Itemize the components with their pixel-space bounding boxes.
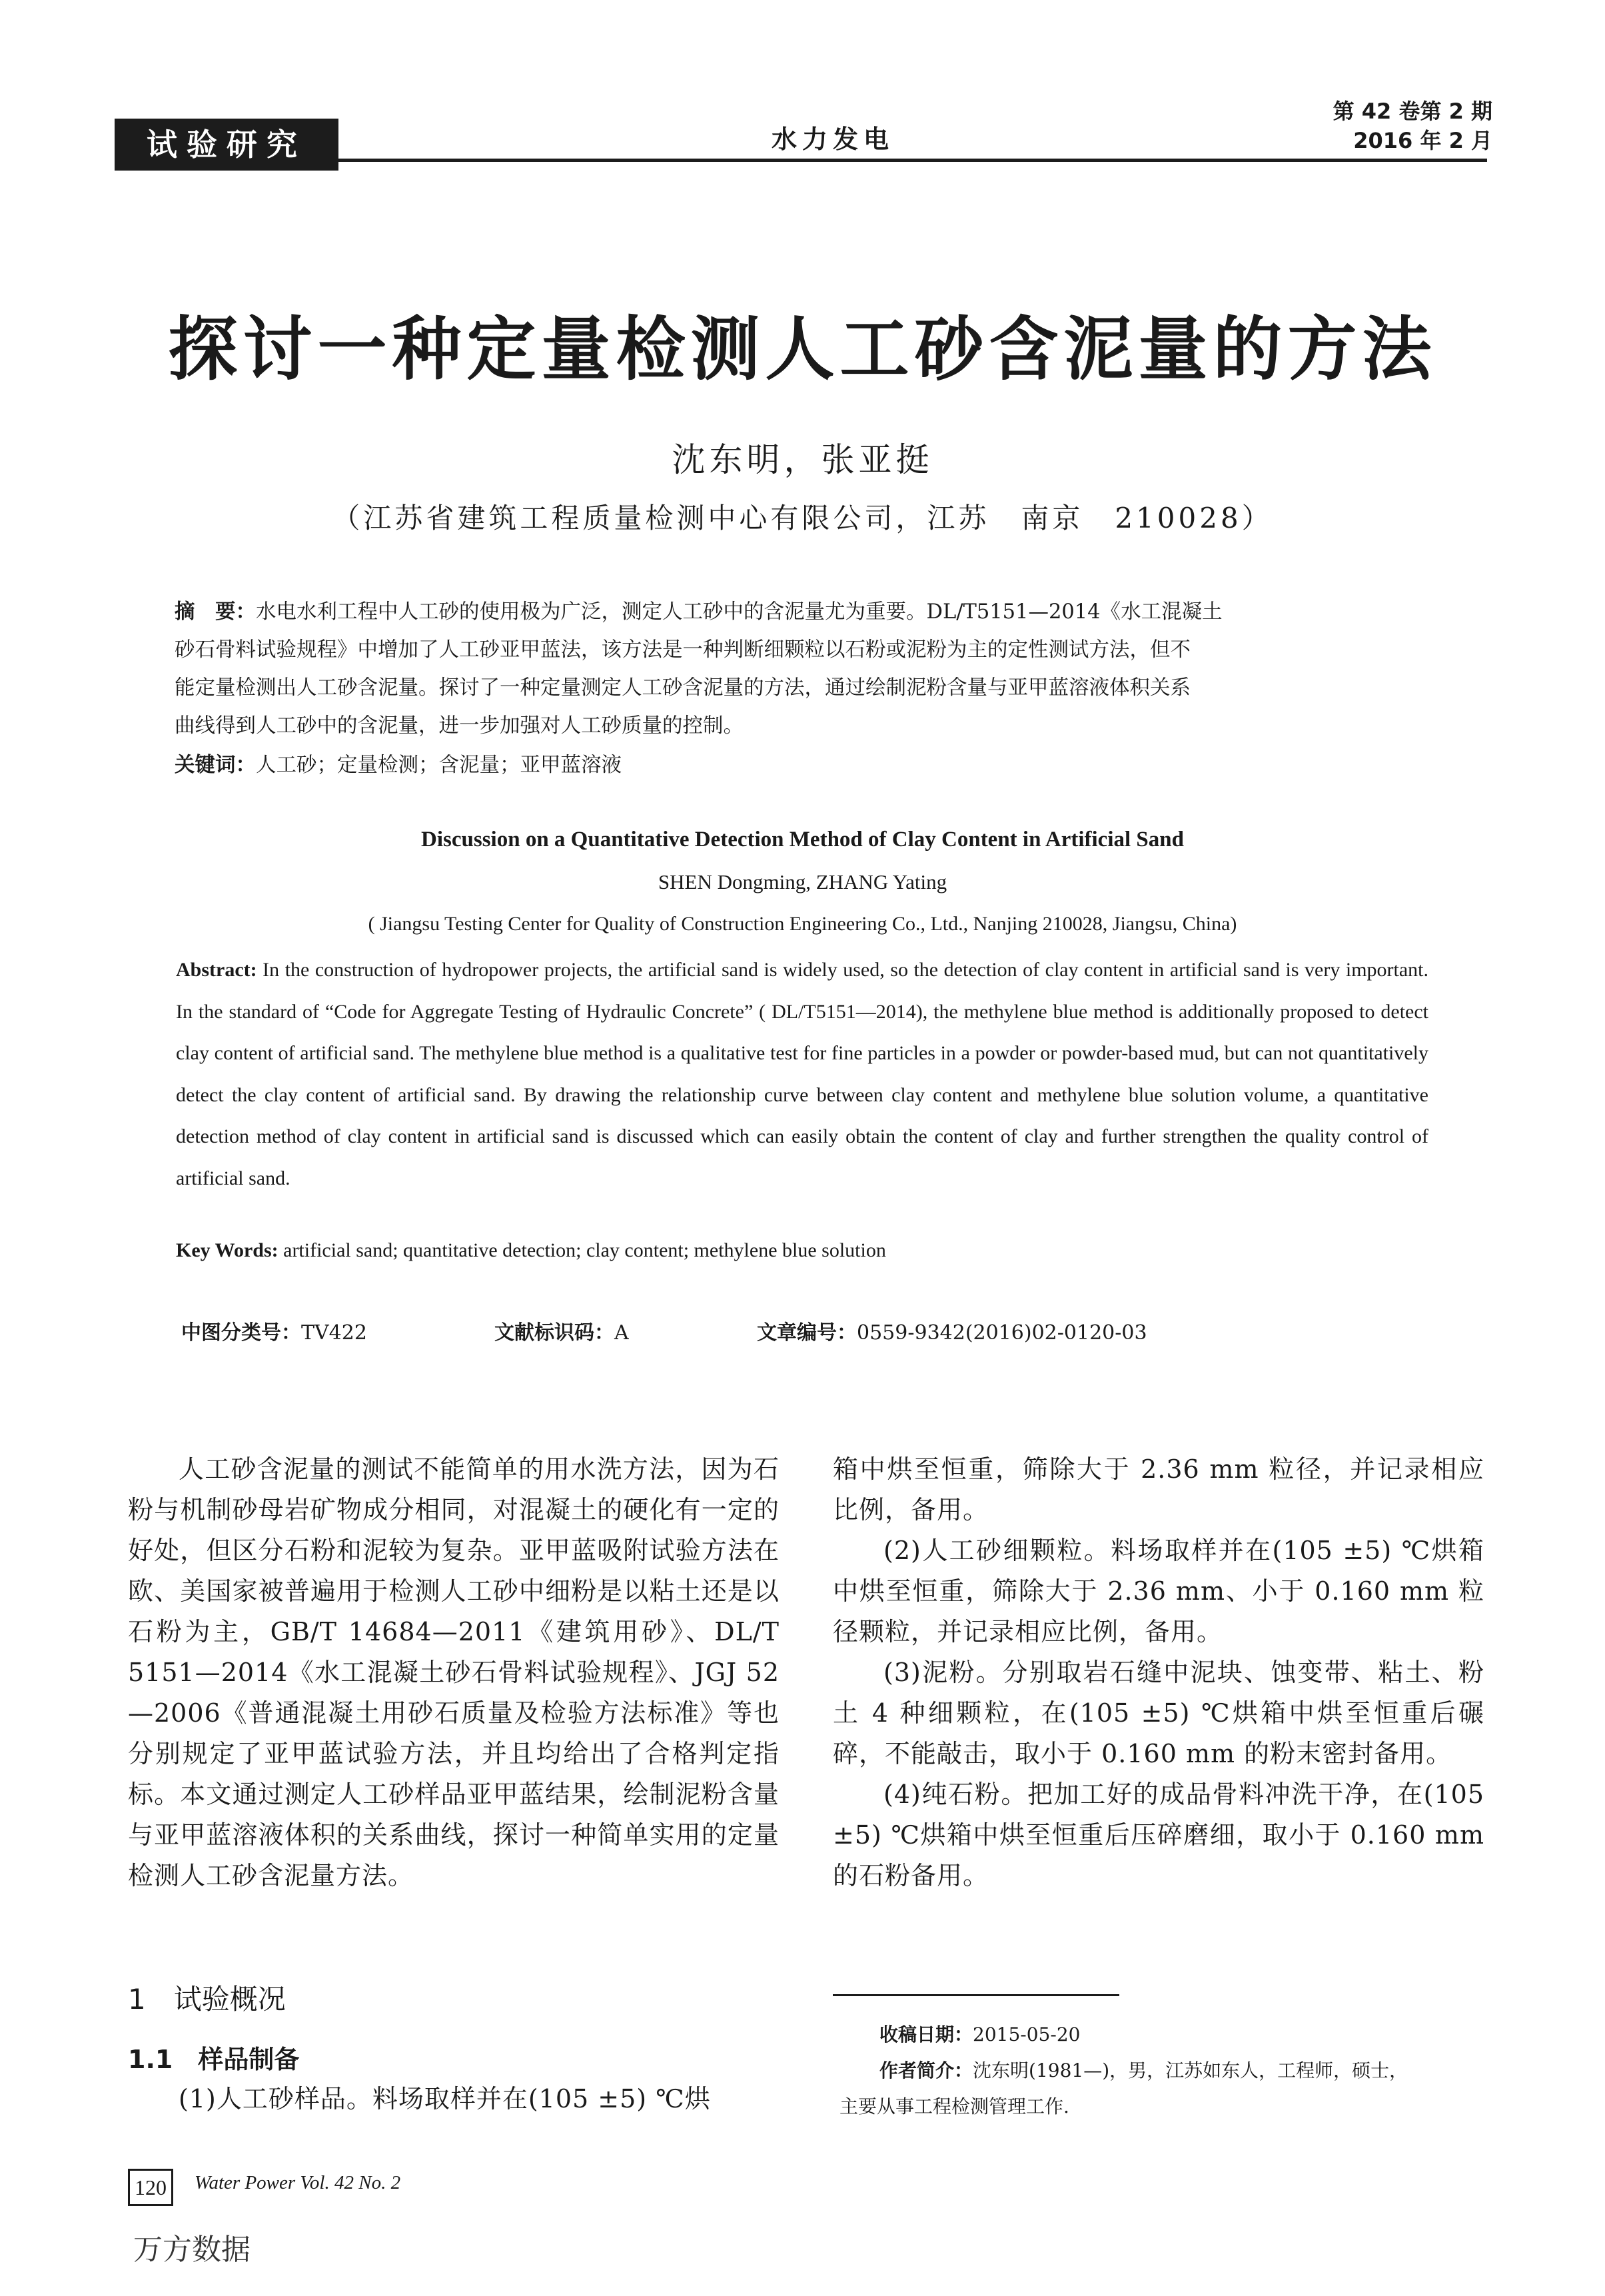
item-4: (4)纯石粉。把加工好的成品骨料冲洗干净，在(105 ±5) ℃烘箱中烘至恒重后压碎磨细，取小于 0.160 mm 的石粉备用。 (833, 1780, 1484, 1890)
abstract-en-text: In the construction of hydropower projects, the artificial sand is widely used, so the detection of clay content in artificial sand is very important. In the standard of “Code for Aggregate Testing of Hydraulic Concrete” ( DL/T5151—2014), the methylene blue method is additionally proposed to detect clay content of artificial sand. The methylene blue method is a qualitative test for fine particles in a powder or powder-based mud, but can not quantitatively detect the clay content of artificial sand. By drawing the relationship curve between clay content and methylene blue solution volume, a quantitative detection method of clay content in artificial sand is discussed which can easily obtain the content of clay and further strengthen the quality control of artificial sand. (176, 959, 1429, 1189)
affiliation-en: ( Jiangsu Testing Center for Quality of Construction Engineering Co., Ltd., Nanjing 210028, Jiangsu, China) (368, 913, 1237, 935)
abstract-en (176, 949, 1428, 1199)
keywords-en (176, 1239, 1428, 1262)
item-1-continued: 箱中烘至恒重，筛除大于 2.36 mm 粒径，并记录相应比例，备用。 (833, 1454, 1484, 1524)
clc-value: TV422 (301, 1321, 367, 1345)
title-en: Discussion on a Quantitative Detection Method of Clay Content in Artificial Sand (421, 828, 1184, 852)
page-number: 120 (128, 2169, 173, 2206)
body-left-tail (128, 2079, 780, 2119)
abstract-cn-line-1 (175, 593, 1427, 631)
body-right-column (833, 1449, 1484, 1896)
paper-title: 探讨一种定量检测人工砂含泥量的方法 (168, 308, 1437, 390)
authors-en: SHEN Dongming, ZHANG Yating (658, 870, 947, 893)
watermark: 万方数据 (133, 2233, 251, 2267)
journal-name: 水力发电 (771, 125, 894, 154)
section-heading-1-1: 1.1 样品制备 (128, 2045, 300, 2074)
document-code-value: A (614, 1321, 629, 1345)
document-code-label: 文献标识码： (494, 1321, 614, 1345)
clc-label: 中图分类号： (181, 1321, 301, 1345)
abstract-cn-line-4: 曲线得到人工砂中的含泥量，进一步加强对人工砂质量的控制。 (175, 714, 744, 738)
author-bio-line-2: 主要从事工程检测管理工作. (839, 2095, 1069, 2117)
section-tag: 试验研究 (115, 119, 338, 171)
article-number (757, 1316, 1147, 1345)
received-value: 2015-05-20 (973, 2023, 1081, 2045)
volume-issue: 第 42 卷第 2 期 (1333, 99, 1492, 124)
keywords-cn-text: 人工砂；定量检测；含泥量；亚甲蓝溶液 (256, 754, 622, 777)
affiliation-cn: （江苏省建筑工程质量检测中心有限公司，江苏 南京 210028） (332, 502, 1273, 534)
received-date (879, 2017, 1524, 2052)
document-code (494, 1316, 629, 1345)
abstract-cn-text: 水电水利工程中人工砂的使用极为广泛，测定人工砂中的含泥量尤为重要。DL/T5151—2014《水工混凝土 (256, 600, 1223, 624)
body-left-column (128, 1449, 780, 1896)
keywords-en-label: Key Words: (176, 1239, 278, 1261)
keywords-cn-label: 关键词： (175, 754, 256, 777)
author-bio (879, 2053, 1484, 2088)
section-heading-1: 1 试验概况 (128, 1983, 286, 2015)
keywords-cn (175, 746, 1427, 784)
abstract-cn-line-2: 砂石骨料试验规程》中增加了人工砂亚甲蓝法，该方法是一种判断细颗粒以石粉或泥粉为主的定性测试方法，但不 (175, 638, 1191, 662)
item-1-start: (1)人工砂样品。料场取样并在(105 ±5) ℃烘 (179, 2084, 711, 2113)
abstract-en-label: Abstract: (176, 959, 257, 981)
author-bio-label: 作者简介： (879, 2059, 973, 2081)
abstract-cn-line-3: 能定量检测出人工砂含泥量。探讨了一种定量测定人工砂含泥量的方法，通过绘制泥粉含量与亚甲蓝溶液体积关系 (175, 676, 1191, 700)
footer-journal-ref: Water Power Vol. 42 No. 2 (195, 2172, 401, 2193)
issue-date: 2016 年 2 月 (1353, 128, 1492, 153)
header-rule (115, 159, 1487, 162)
clc-number (181, 1316, 367, 1345)
keywords-en-text: artificial sand; quantitative detection; clay content; methylene blue solution (283, 1239, 886, 1261)
item-2: (2)人工砂细颗粒。料场取样并在(105 ±5) ℃烘箱中烘至恒重，筛除大于 2.36 mm、小于 0.160 mm 粒径颗粒，并记录相应比例，备用。 (833, 1536, 1484, 1646)
footnote-rule (833, 1994, 1119, 1996)
intro-paragraph: 人工砂含泥量的测试不能简单的用水洗方法，因为石粉与机制砂母岩矿物成分相同，对混凝土的硬化有一定的好处，但区分石粉和泥较为复杂。亚甲蓝吸附试验方法在欧、美国家被普遍用于检测人工砂中细粉是以粘土还是以石粉为主，GB/T 14684—2011《建筑用砂》、DL/T 5151—2014《水工混凝土砂石骨料试验规程》、JGJ 52—2006《普通混凝土用砂石质量及检验方法标准》等也分别规定了亚甲蓝试验方法，并且均给出了合格判定指标。本文通过测定人工砂样品亚甲蓝结果，绘制泥粉含量与亚甲蓝溶液体积的关系曲线，探讨一种简单实用的定量检测人工砂含泥量方法。 (128, 1454, 780, 1890)
received-label: 收稿日期： (879, 2023, 973, 2045)
author-bio-text: 沈东明(1981—)，男，江苏如东人，工程师，硕士， (973, 2059, 1408, 2081)
authors-cn: 沈东明，张亚挺 (672, 440, 933, 479)
item-3: (3)泥粉。分别取岩石缝中泥块、蚀变带、粘土、粉土 4 种细颗粒，在(105 ±5) ℃烘箱中烘至恒重后碾碎，不能敲击，取小于 0.160 mm 的粉末密封备用。 (833, 1658, 1484, 1768)
article-number-value: 0559-9342(2016)02-0120-03 (857, 1321, 1147, 1345)
abstract-cn-label: 摘 要： (175, 600, 256, 624)
article-number-label: 文章编号： (757, 1321, 857, 1345)
